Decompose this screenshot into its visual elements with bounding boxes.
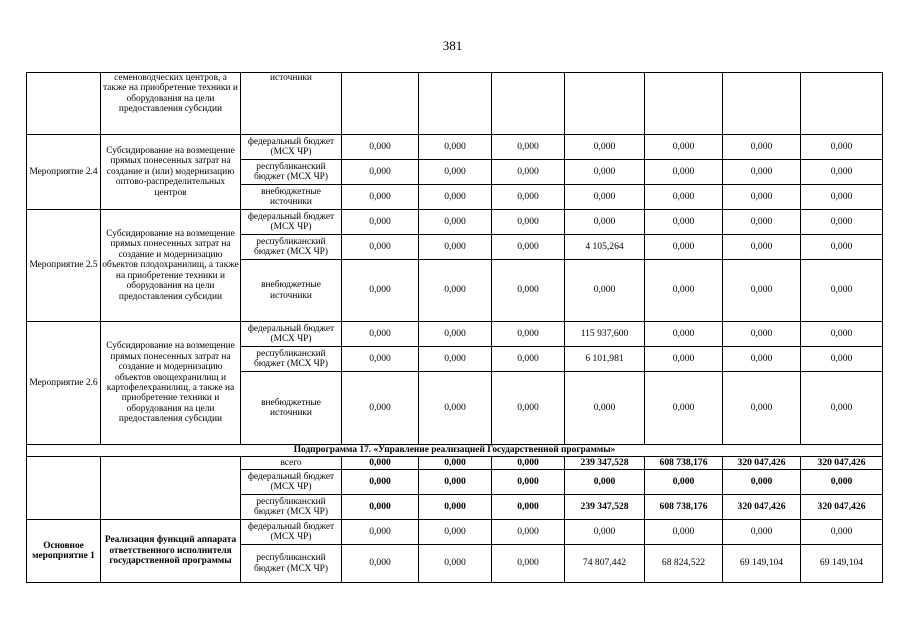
value-cell: 0,000: [342, 495, 419, 520]
funding-source: республиканский бюджет (МСХ ЧР): [241, 545, 342, 583]
value-cell: 4 105,264: [565, 235, 645, 260]
value-cell: 0,000: [645, 185, 723, 210]
value-cell: 6 101,981: [565, 347, 645, 372]
value-cell: 608 738,176: [645, 457, 723, 470]
value-cell: 0,000: [492, 372, 565, 445]
table-row: [27, 445, 883, 457]
value-cell: [723, 73, 801, 135]
value-cell: 0,000: [419, 457, 492, 470]
value-cell: 0,000: [801, 470, 883, 495]
value-cell: 0,000: [723, 135, 801, 160]
value-cell: [342, 73, 419, 135]
value-cell: 0,000: [645, 322, 723, 347]
value-cell: 0,000: [801, 235, 883, 260]
value-cell: 0,000: [419, 260, 492, 322]
value-cell: 0,000: [723, 160, 801, 185]
funding-source: федеральный бюджет (МСХ ЧР): [241, 520, 342, 545]
value-cell: [565, 73, 645, 135]
value-cell: 0,000: [419, 347, 492, 372]
funding-source: республиканский бюджет (МСХ ЧР): [241, 495, 342, 520]
value-cell: 0,000: [565, 135, 645, 160]
value-cell: 0,000: [492, 545, 565, 583]
value-cell: [419, 73, 492, 135]
table-row: [27, 457, 883, 470]
value-cell: 0,000: [419, 210, 492, 235]
activity-label: Мероприятие 2.6: [27, 322, 101, 445]
value-cell: 69 149,104: [801, 545, 883, 583]
value-cell: 0,000: [492, 185, 565, 210]
value-cell: 0,000: [645, 470, 723, 495]
value-cell: [645, 73, 723, 135]
value-cell: 0,000: [419, 185, 492, 210]
value-cell: 0,000: [342, 545, 419, 583]
value-cell: 0,000: [723, 347, 801, 372]
value-cell: 0,000: [801, 372, 883, 445]
value-cell: 0,000: [565, 470, 645, 495]
value-cell: 0,000: [342, 135, 419, 160]
funding-source: федеральный бюджет (МСХ ЧР): [241, 135, 342, 160]
funding-source: федеральный бюджет (МСХ ЧР): [241, 210, 342, 235]
value-cell: 0,000: [801, 347, 883, 372]
value-cell: 0,000: [645, 520, 723, 545]
value-cell: 0,000: [419, 520, 492, 545]
value-cell: 0,000: [492, 347, 565, 372]
value-cell: 0,000: [419, 470, 492, 495]
budget-table: [26, 72, 883, 583]
value-cell: 0,000: [342, 185, 419, 210]
value-cell: 0,000: [492, 520, 565, 545]
value-cell: 0,000: [723, 260, 801, 322]
funding-source: всего: [241, 457, 342, 470]
value-cell: 0,000: [419, 322, 492, 347]
value-cell: 0,000: [419, 495, 492, 520]
value-cell: 0,000: [342, 347, 419, 372]
value-cell: 0,000: [492, 470, 565, 495]
table-row: [27, 210, 883, 235]
value-cell: 0,000: [723, 185, 801, 210]
funding-source: внебюджетные источники: [241, 260, 342, 322]
activity-label-cell: [27, 457, 101, 520]
value-cell: 0,000: [419, 135, 492, 160]
activity-label: Мероприятие 2.5: [27, 210, 101, 322]
value-cell: 320 047,426: [723, 457, 801, 470]
value-cell: 0,000: [565, 260, 645, 322]
value-cell: 0,000: [342, 457, 419, 470]
value-cell: 239 347,528: [565, 457, 645, 470]
value-cell: 0,000: [801, 160, 883, 185]
value-cell: 0,000: [342, 372, 419, 445]
activity-description: Субсидирование на возмещение прямых понесенных затрат на создание и (или) модернизацию оптово-распределительных центров: [101, 135, 241, 210]
table-row: [27, 520, 883, 545]
value-cell: 74 807,442: [565, 545, 645, 583]
value-cell: 320 047,426: [801, 457, 883, 470]
value-cell: 115 937,600: [565, 322, 645, 347]
value-cell: 0,000: [419, 545, 492, 583]
value-cell: 0,000: [645, 235, 723, 260]
activity-description: Субсидирование на возмещение прямых понесенных затрат на создание и модернизацию объектов плодохранилищ, а также на приобретение техники и оборудования на цели предоставления субсидии: [101, 210, 241, 322]
value-cell: 0,000: [723, 210, 801, 235]
value-cell: 0,000: [723, 470, 801, 495]
funding-source: республиканский бюджет (МСХ ЧР): [241, 160, 342, 185]
activity-description: семеноводческих центров, а также на приобретение техники и оборудования на цели предоставления субсидии: [101, 73, 241, 135]
activity-label: Основное мероприятие 1: [27, 520, 101, 583]
value-cell: 0,000: [801, 520, 883, 545]
value-cell: 0,000: [565, 160, 645, 185]
value-cell: 0,000: [342, 235, 419, 260]
value-cell: 0,000: [723, 372, 801, 445]
value-cell: 0,000: [801, 210, 883, 235]
value-cell: 0,000: [492, 135, 565, 160]
value-cell: [492, 73, 565, 135]
activity-description: Реализация функций аппарата ответственного исполнителя государственной программы: [101, 520, 241, 583]
table-row: [27, 73, 883, 135]
activity-description: Субсидирование на возмещение прямых понесенных затрат на создание и модернизацию объектов овощехранилищ и картофелехранилищ, а также на приобретение техники и оборудования на цели предоставления субсидии: [101, 322, 241, 445]
funding-source: источники: [241, 73, 342, 135]
value-cell: 0,000: [492, 160, 565, 185]
value-cell: 0,000: [419, 235, 492, 260]
table-row: [27, 322, 883, 347]
value-cell: 0,000: [492, 210, 565, 235]
subprogram-title: Подпрограмма 17. «Управление реализацией Государственной программы»: [27, 445, 883, 457]
activity-description-cell: [101, 457, 241, 520]
value-cell: 239 347,528: [565, 495, 645, 520]
value-cell: 608 738,176: [645, 495, 723, 520]
value-cell: 0,000: [342, 520, 419, 545]
value-cell: 0,000: [492, 235, 565, 260]
value-cell: 0,000: [645, 160, 723, 185]
value-cell: 0,000: [801, 260, 883, 322]
funding-source: республиканский бюджет (МСХ ЧР): [241, 235, 342, 260]
value-cell: 0,000: [342, 160, 419, 185]
value-cell: 0,000: [342, 210, 419, 235]
value-cell: 0,000: [645, 210, 723, 235]
value-cell: 69 149,104: [723, 545, 801, 583]
value-cell: 0,000: [645, 135, 723, 160]
value-cell: 0,000: [565, 185, 645, 210]
value-cell: 0,000: [645, 347, 723, 372]
value-cell: 0,000: [419, 160, 492, 185]
value-cell: 0,000: [492, 495, 565, 520]
value-cell: 0,000: [419, 372, 492, 445]
value-cell: 0,000: [801, 322, 883, 347]
value-cell: [801, 73, 883, 135]
funding-source: федеральный бюджет (МСХ ЧР): [241, 470, 342, 495]
value-cell: 0,000: [492, 457, 565, 470]
funding-source: федеральный бюджет (МСХ ЧР): [241, 322, 342, 347]
value-cell: 0,000: [565, 520, 645, 545]
table-row: [27, 135, 883, 160]
value-cell: 0,000: [565, 210, 645, 235]
value-cell: 320 047,426: [801, 495, 883, 520]
value-cell: 0,000: [645, 372, 723, 445]
value-cell: 0,000: [801, 135, 883, 160]
value-cell: 320 047,426: [723, 495, 801, 520]
value-cell: 0,000: [801, 185, 883, 210]
value-cell: 0,000: [342, 260, 419, 322]
funding-source: внебюджетные источники: [241, 372, 342, 445]
value-cell: 0,000: [342, 322, 419, 347]
value-cell: 0,000: [492, 322, 565, 347]
value-cell: 0,000: [565, 372, 645, 445]
value-cell: 0,000: [492, 260, 565, 322]
value-cell: 0,000: [723, 322, 801, 347]
activity-label: Мероприятие 2.4: [27, 135, 101, 210]
activity-label-cell: [27, 73, 101, 135]
value-cell: 68 824,522: [645, 545, 723, 583]
value-cell: 0,000: [342, 470, 419, 495]
value-cell: 0,000: [723, 235, 801, 260]
value-cell: 0,000: [645, 260, 723, 322]
page-number: 381: [442, 38, 463, 53]
funding-source: республиканский бюджет (МСХ ЧР): [241, 347, 342, 372]
value-cell: 0,000: [723, 520, 801, 545]
funding-source: внебюджетные источники: [241, 185, 342, 210]
